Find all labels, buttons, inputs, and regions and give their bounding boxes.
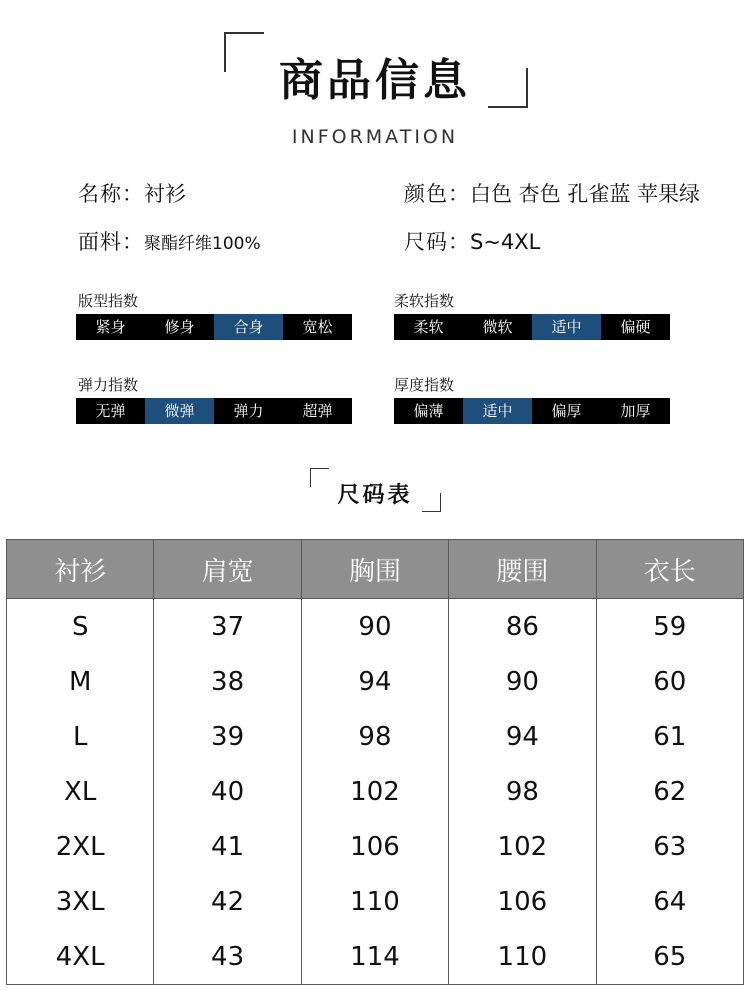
elasticity-index-option: 弹力 [233,402,264,420]
elasticity-index-label: 弹力指数 [78,376,139,394]
table-cell: 64 [596,874,743,929]
size-table-header-cell: 衬衫 [7,540,154,599]
table-cell: 90 [301,599,448,655]
thickness-index-label: 厚度指数 [394,376,455,394]
softness-index-option: 柔软 [413,318,444,336]
size-table-body [7,599,744,985]
thickness-index-option: 偏厚 [551,402,582,420]
elasticity-index-option: 微弹 [145,398,214,424]
info-size-key: 尺码： [404,230,470,254]
table-cell: M [7,654,154,709]
info-fabric-value: 聚酯纤维100% [144,234,261,254]
info-color [404,178,700,208]
table-cell: 90 [449,654,596,709]
elasticity-index-option: 无弹 [95,402,126,420]
fit-index-option: 合身 [214,314,283,340]
fit-index-option: 修身 [164,318,195,336]
page-title: 商品信息 [279,55,471,106]
fit-index-bar [76,314,352,340]
table-cell: 2XL [7,819,154,874]
table-row [7,819,744,874]
size-table-header-cell: 肩宽 [154,540,301,599]
table-cell: XL [7,764,154,819]
info-name [78,178,186,208]
fit-index-option: 宽松 [302,318,333,336]
info-name-key: 名称： [78,182,144,206]
softness-index-label: 柔软指数 [394,292,455,310]
size-chart-title: 尺码表 [337,483,413,508]
info-color-value: 白色 杏色 孔雀蓝 苹果绿 [470,182,701,206]
thickness-index-option: 偏薄 [413,402,444,420]
table-cell: 98 [449,764,596,819]
table-cell: 86 [449,599,596,655]
table-cell: 42 [154,874,301,929]
info-fabric-key: 面料： [78,230,144,254]
table-cell: 102 [449,819,596,874]
table-cell: 37 [154,599,301,655]
table-cell: 65 [596,929,743,985]
fit-index-label: 版型指数 [78,292,139,310]
table-row [7,874,744,929]
elasticity-index-option: 超弹 [302,402,333,420]
table-cell: 40 [154,764,301,819]
table-cell: 3XL [7,874,154,929]
table-cell: 106 [301,819,448,874]
header-section [0,0,750,160]
table-cell: 59 [596,599,743,655]
thickness-index-bar [394,398,670,424]
table-row [7,654,744,709]
table-cell: 63 [596,819,743,874]
table-cell: 94 [449,709,596,764]
table-row [7,764,744,819]
size-table-header-cell: 衣长 [596,540,743,599]
softness-index-bar [394,314,670,340]
softness-index-option: 偏硬 [620,318,651,336]
table-cell: 43 [154,929,301,985]
thickness-index-option: 适中 [463,398,532,424]
size-table-header-cell: 胸围 [301,540,448,599]
table-row [7,709,744,764]
table-cell: 60 [596,654,743,709]
thickness-index-option: 加厚 [620,402,651,420]
table-row [7,599,744,655]
size-table-header-cell: 腰围 [449,540,596,599]
info-color-key: 颜色： [404,182,470,206]
table-cell: L [7,709,154,764]
softness-index-option: 适中 [532,314,601,340]
table-cell: S [7,599,154,655]
table-cell: 110 [449,929,596,985]
info-fabric [78,226,261,256]
table-row [7,929,744,985]
table-cell: 61 [596,709,743,764]
table-cell: 102 [301,764,448,819]
info-name-value: 衬衫 [144,182,186,206]
table-cell: 114 [301,929,448,985]
size-table [6,539,744,985]
table-cell: 98 [301,709,448,764]
table-cell: 94 [301,654,448,709]
table-cell: 62 [596,764,743,819]
fit-index-option: 紧身 [95,318,126,336]
table-cell: 39 [154,709,301,764]
table-cell: 41 [154,819,301,874]
info-size [404,226,540,256]
page-subtitle: INFORMATION [291,126,459,148]
table-cell: 110 [301,874,448,929]
table-cell: 4XL [7,929,154,985]
table-cell: 38 [154,654,301,709]
softness-index-option: 微软 [482,318,513,336]
elasticity-index-bar [76,398,352,424]
size-table-header-row [7,540,744,599]
info-size-value: S~4XL [470,230,541,254]
table-cell: 106 [449,874,596,929]
